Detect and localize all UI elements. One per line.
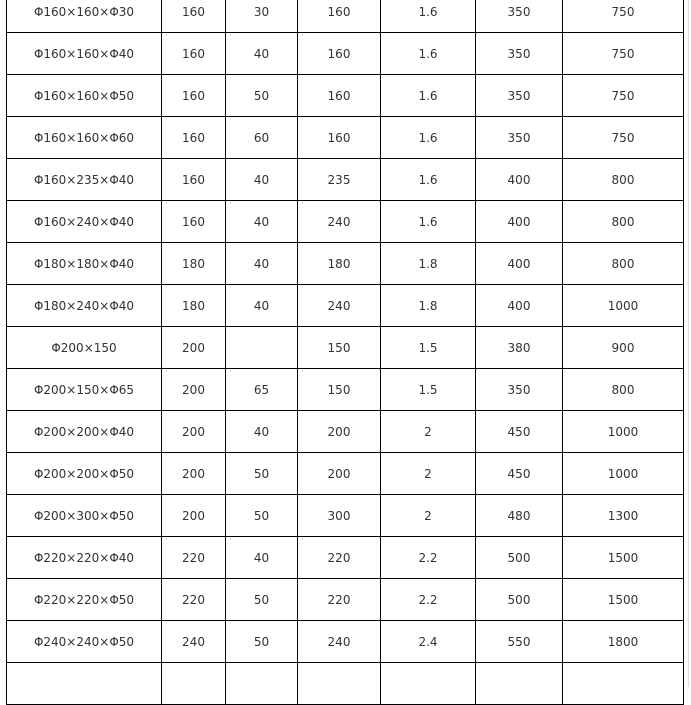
table-cell: 60: [226, 117, 298, 159]
table-cell: 1.5: [381, 369, 476, 411]
table-cell: 40: [226, 285, 298, 327]
table-cell: 450: [476, 453, 563, 495]
table-cell: 180: [298, 243, 381, 285]
table-cell: 1000: [563, 411, 684, 453]
spec-table: [6, 0, 684, 705]
table-cell: 240: [298, 201, 381, 243]
spec-table-container: [6, 0, 684, 705]
table-cell: Φ160×235×Φ40: [7, 159, 162, 201]
table-cell: Φ200×200×Φ50: [7, 453, 162, 495]
table-cell: [226, 663, 298, 705]
table-cell: 800: [563, 159, 684, 201]
table-cell: Φ220×220×Φ50: [7, 579, 162, 621]
table-cell: 2.2: [381, 579, 476, 621]
table-cell: 480: [476, 495, 563, 537]
table-row: [7, 0, 684, 33]
table-row: [7, 537, 684, 579]
table-cell: 2.4: [381, 621, 476, 663]
table-cell: 160: [298, 75, 381, 117]
table-cell: Φ220×220×Φ40: [7, 537, 162, 579]
table-cell: 220: [162, 579, 226, 621]
table-cell: 450: [476, 411, 563, 453]
table-cell: 40: [226, 243, 298, 285]
table-cell: 500: [476, 537, 563, 579]
table-cell: 1.6: [381, 117, 476, 159]
table-cell: 235: [298, 159, 381, 201]
table-cell: [162, 663, 226, 705]
table-cell: 1.6: [381, 33, 476, 75]
table-cell: 350: [476, 33, 563, 75]
table-cell: 160: [298, 0, 381, 33]
table-cell: Φ160×160×Φ30: [7, 0, 162, 33]
table-cell: [226, 327, 298, 369]
table-cell: 50: [226, 579, 298, 621]
table-cell: 240: [298, 285, 381, 327]
table-row: [7, 411, 684, 453]
table-cell: 150: [298, 369, 381, 411]
table-cell: 40: [226, 411, 298, 453]
table-cell: 400: [476, 201, 563, 243]
table-cell: 50: [226, 453, 298, 495]
table-cell: 50: [226, 495, 298, 537]
table-cell: 400: [476, 159, 563, 201]
table-cell: 40: [226, 201, 298, 243]
table-cell: 350: [476, 117, 563, 159]
table-cell: 1000: [563, 453, 684, 495]
table-cell: 30: [226, 0, 298, 33]
table-cell: 1.8: [381, 285, 476, 327]
table-cell: 40: [226, 537, 298, 579]
table-cell: 400: [476, 285, 563, 327]
table-cell: 750: [563, 33, 684, 75]
table-cell: 300: [298, 495, 381, 537]
table-row: [7, 579, 684, 621]
table-row: [7, 663, 684, 705]
table-cell: 200: [298, 411, 381, 453]
table-cell: 750: [563, 75, 684, 117]
table-cell: 150: [298, 327, 381, 369]
table-cell: 400: [476, 243, 563, 285]
table-cell: Φ180×240×Φ40: [7, 285, 162, 327]
table-cell: 2: [381, 495, 476, 537]
table-cell: 180: [162, 285, 226, 327]
table-row: [7, 201, 684, 243]
table-cell: Φ200×200×Φ40: [7, 411, 162, 453]
table-cell: [563, 663, 684, 705]
table-cell: 40: [226, 33, 298, 75]
table-cell: 380: [476, 327, 563, 369]
table-cell: Φ200×150×Φ65: [7, 369, 162, 411]
table-cell: 200: [162, 369, 226, 411]
table-cell: 2.2: [381, 537, 476, 579]
table-cell: 200: [162, 327, 226, 369]
table-cell: 350: [476, 369, 563, 411]
table-row: [7, 75, 684, 117]
table-cell: 800: [563, 243, 684, 285]
table-cell: [381, 663, 476, 705]
table-cell: 1500: [563, 579, 684, 621]
table-cell: 1300: [563, 495, 684, 537]
table-row: [7, 243, 684, 285]
table-cell: 65: [226, 369, 298, 411]
table-cell: 1800: [563, 621, 684, 663]
table-cell: 240: [162, 621, 226, 663]
table-cell: Φ160×240×Φ40: [7, 201, 162, 243]
table-cell: 1.6: [381, 201, 476, 243]
table-row: [7, 285, 684, 327]
table-cell: Φ200×300×Φ50: [7, 495, 162, 537]
table-cell: 1.6: [381, 75, 476, 117]
table-cell: 160: [162, 33, 226, 75]
table-cell: 350: [476, 75, 563, 117]
table-cell: 800: [563, 201, 684, 243]
table-cell: 160: [162, 117, 226, 159]
table-row: [7, 621, 684, 663]
table-cell: Φ160×160×Φ40: [7, 33, 162, 75]
table-cell: 1.8: [381, 243, 476, 285]
table-cell: 750: [563, 0, 684, 33]
table-cell: 1.6: [381, 0, 476, 33]
table-cell: 2: [381, 411, 476, 453]
table-cell: 900: [563, 327, 684, 369]
table-cell: 500: [476, 579, 563, 621]
table-cell: 160: [162, 201, 226, 243]
table-row: [7, 327, 684, 369]
table-cell: 200: [162, 411, 226, 453]
table-cell: 350: [476, 0, 563, 33]
table-cell: 220: [298, 579, 381, 621]
table-cell: 750: [563, 117, 684, 159]
table-cell: [298, 663, 381, 705]
table-cell: 160: [162, 75, 226, 117]
table-cell: 200: [298, 453, 381, 495]
table-row: [7, 159, 684, 201]
table-cell: 160: [162, 0, 226, 33]
table-row: [7, 117, 684, 159]
table-cell: 40: [226, 159, 298, 201]
page-edge-divider: [688, 0, 689, 687]
table-cell: Φ160×160×Φ60: [7, 117, 162, 159]
table-cell: 220: [162, 537, 226, 579]
table-cell: [7, 663, 162, 705]
table-cell: 50: [226, 75, 298, 117]
table-cell: 1.6: [381, 159, 476, 201]
table-cell: 50: [226, 621, 298, 663]
table-cell: 160: [298, 117, 381, 159]
table-cell: Φ240×240×Φ50: [7, 621, 162, 663]
table-cell: 550: [476, 621, 563, 663]
table-cell: 1000: [563, 285, 684, 327]
table-cell: 2: [381, 453, 476, 495]
table-cell: 1.5: [381, 327, 476, 369]
table-cell: 800: [563, 369, 684, 411]
table-row: [7, 453, 684, 495]
table-cell: Φ160×160×Φ50: [7, 75, 162, 117]
table-cell: 160: [298, 33, 381, 75]
table-cell: Φ180×180×Φ40: [7, 243, 162, 285]
table-cell: 240: [298, 621, 381, 663]
table-cell: 200: [162, 495, 226, 537]
table-cell: [476, 663, 563, 705]
table-row: [7, 33, 684, 75]
table-cell: 1500: [563, 537, 684, 579]
table-cell: 180: [162, 243, 226, 285]
table-cell: 220: [298, 537, 381, 579]
table-cell: Φ200×150: [7, 327, 162, 369]
table-cell: 160: [162, 159, 226, 201]
table-row: [7, 495, 684, 537]
table-row: [7, 369, 684, 411]
table-cell: 200: [162, 453, 226, 495]
